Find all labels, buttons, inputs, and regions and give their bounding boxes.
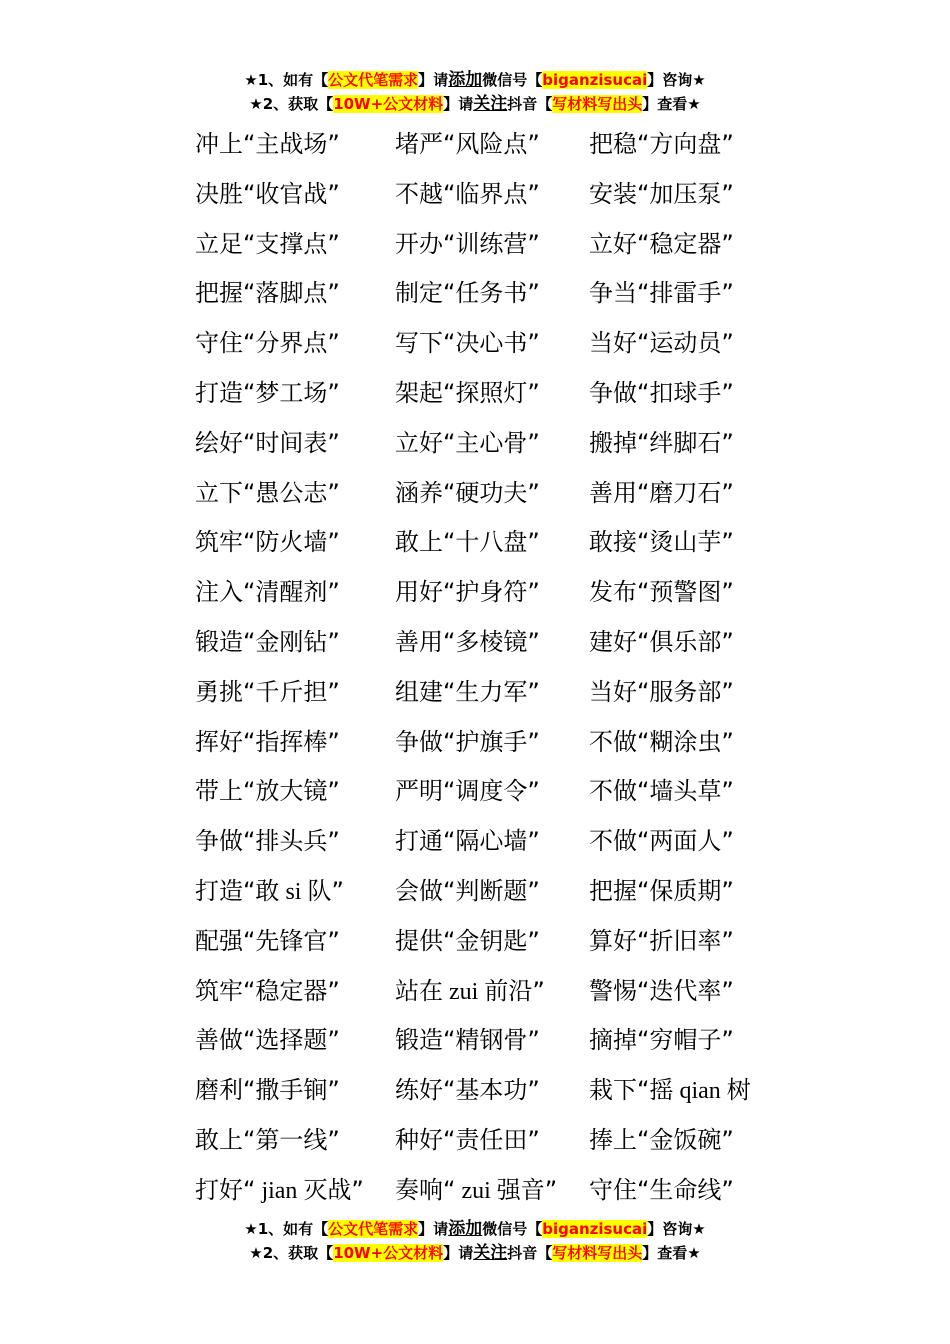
phrase-row xyxy=(195,220,795,270)
douyin-account: 写材料写出头 xyxy=(552,1244,643,1262)
footer-text: 】查看★ xyxy=(642,1244,701,1262)
footer-text: 】咨询★ xyxy=(647,1220,706,1238)
footer-text: 】请 xyxy=(443,1244,474,1262)
phrase-cell: 打造“敢 si 队” xyxy=(195,876,344,905)
wechat-id: biganzisucai xyxy=(542,1220,648,1238)
phrase-cell: 不做“糊涂虫” xyxy=(589,727,734,756)
highlight-text: 10W+公文材料 xyxy=(333,1244,444,1262)
footer-text: ★2、获取【 xyxy=(249,1244,334,1262)
phrase-row xyxy=(195,568,795,618)
phrase-cell: 建好“俱乐部” xyxy=(589,627,734,656)
phrase-cell: 善用“磨刀石” xyxy=(589,478,734,507)
phrase-cell: 把握“保质期” xyxy=(589,876,734,905)
wechat-id: biganzisucai xyxy=(542,71,648,89)
phrase-row xyxy=(195,867,795,917)
phrase-cell: 善做“选择题” xyxy=(195,1026,340,1055)
pinyin-fragment: jian xyxy=(255,1177,304,1204)
underlined-text: 添加 xyxy=(448,70,483,90)
phrase-row xyxy=(195,967,795,1017)
phrase-cell: 打好“ jian 灭战” xyxy=(195,1175,364,1204)
phrase-cell: 争做“扣球手” xyxy=(589,378,734,407)
phrase-cell: 筑牢“防火墙” xyxy=(195,528,340,557)
phrase-cell: 捧上“金饭碗” xyxy=(589,1125,734,1154)
footer-text: 】请 xyxy=(418,1220,449,1238)
phrase-cell: 敢接“烫山芋” xyxy=(589,528,734,557)
underlined-text: 关注 xyxy=(473,1243,508,1263)
phrase-cell: 配强“先锋官” xyxy=(195,926,340,955)
phrase-row xyxy=(195,319,795,369)
phrase-cell: 带上“放大镜” xyxy=(195,777,340,806)
phrase-row xyxy=(195,817,795,867)
header-text: 】请 xyxy=(418,71,449,89)
phrase-cell: 争当“排雷手” xyxy=(589,279,734,308)
phrase-cell: 挥好“指挥棒” xyxy=(195,727,340,756)
phrase-cell: 写下“决心书” xyxy=(395,329,540,358)
highlight-text: 10W+公文材料 xyxy=(333,95,444,113)
pinyin-fragment: zui xyxy=(455,1177,497,1204)
phrase-cell: 敢上“十八盘” xyxy=(395,528,540,557)
header-text: ★2、获取【 xyxy=(249,95,334,113)
phrase-cell: 搬掉“绊脚石” xyxy=(589,428,734,457)
footer-banner xyxy=(0,1217,950,1265)
header-text: 微信号【 xyxy=(482,71,543,89)
phrase-row xyxy=(195,518,795,568)
phrase-cell: 勇挑“千斤担” xyxy=(195,677,340,706)
phrase-cell: 立下“愚公志” xyxy=(195,478,340,507)
phrase-cell: 涵养“硬功夫” xyxy=(395,478,540,507)
phrase-row xyxy=(195,618,795,668)
underlined-text: 添加 xyxy=(448,1219,483,1239)
footer-text: 微信号【 xyxy=(482,1220,543,1238)
header-text: 】查看★ xyxy=(642,95,701,113)
footer-text: 抖音【 xyxy=(507,1244,553,1262)
header-text: 】请 xyxy=(443,95,474,113)
phrase-cell: 守住“分界点” xyxy=(195,329,340,358)
douyin-account: 写材料写出头 xyxy=(552,95,643,113)
phrase-cell: 敢上“第一线” xyxy=(195,1125,340,1154)
pinyin-fragment: zui xyxy=(443,978,485,1005)
phrase-cell: 打造“梦工场” xyxy=(195,378,340,407)
highlight-text: 公文代笔需求 xyxy=(328,71,419,89)
phrase-cell: 善用“多棱镜” xyxy=(395,627,540,656)
phrase-cell: 争做“排头兵” xyxy=(195,827,340,856)
phrase-cell: 种好“责任田” xyxy=(395,1125,540,1154)
phrase-cell: 争做“护旗手” xyxy=(395,727,540,756)
phrase-row xyxy=(195,1016,795,1066)
phrase-cell: 打通“隔心墙” xyxy=(395,827,540,856)
phrase-cell: 会做“判断题” xyxy=(395,876,540,905)
phrase-cell: 锻造“精钢骨” xyxy=(395,1026,540,1055)
phrase-cell: 守住“生命线” xyxy=(589,1175,734,1204)
phrase-row xyxy=(195,269,795,319)
phrase-cell: 冲上“主战场” xyxy=(195,130,340,158)
phrase-cell: 注入“清醒剂” xyxy=(195,578,340,607)
header-text: 】咨询★ xyxy=(647,71,706,89)
phrase-cell: 不做“两面人” xyxy=(589,827,734,856)
phrase-cell: 安装“加压泵” xyxy=(589,179,734,208)
underlined-text: 关注 xyxy=(473,94,508,114)
phrase-cell: 当好“运动员” xyxy=(589,329,734,358)
header-banner xyxy=(0,68,950,116)
phrase-cell: 用好“护身符” xyxy=(395,578,540,607)
phrase-row xyxy=(195,419,795,469)
phrase-cell: 警惕“迭代率” xyxy=(589,976,734,1005)
phrase-cell: 站在 zui 前沿” xyxy=(395,976,545,1005)
phrase-cell: 严明“调度令” xyxy=(395,777,540,806)
phrase-cell: 决胜“收官战” xyxy=(195,179,340,208)
footer-line-1 xyxy=(0,1217,950,1241)
pinyin-fragment: qian xyxy=(673,1078,727,1105)
highlight-text: 公文代笔需求 xyxy=(328,1220,419,1238)
header-text: 抖音【 xyxy=(507,95,553,113)
phrase-cell: 栽下“摇 qian 树 xyxy=(589,1076,751,1105)
phrase-cell: 组建“生力军” xyxy=(395,677,540,706)
phrase-cell: 开办“训练营” xyxy=(395,229,540,258)
header-line-2 xyxy=(0,92,950,116)
phrase-row xyxy=(195,120,795,170)
phrase-row xyxy=(195,1166,795,1216)
phrase-cell: 不越“临界点” xyxy=(395,179,540,208)
phrase-row xyxy=(195,718,795,768)
phrase-row xyxy=(195,1116,795,1166)
phrase-cell: 当好“服务部” xyxy=(589,677,734,706)
pinyin-fragment: si xyxy=(279,878,308,905)
phrase-cell: 发布“预警图” xyxy=(589,578,734,607)
phrase-cell: 把稳“方向盘” xyxy=(589,130,734,158)
phrase-row xyxy=(195,1066,795,1116)
phrase-cell: 把握“落脚点” xyxy=(195,279,340,308)
footer-text: ★1、如有【 xyxy=(244,1220,329,1238)
footer-line-2 xyxy=(0,1241,950,1265)
header-text: ★1、如有【 xyxy=(244,71,329,89)
phrase-cell: 磨利“撒手锏” xyxy=(195,1076,340,1105)
phrase-row xyxy=(195,469,795,519)
phrase-cell: 筑牢“稳定器” xyxy=(195,976,340,1005)
phrase-cell: 立好“主心骨” xyxy=(395,428,540,457)
phrase-cell: 堵严“风险点” xyxy=(395,130,540,158)
phrase-grid xyxy=(195,120,795,1216)
phrase-cell: 架起“探照灯” xyxy=(395,378,540,407)
phrase-cell: 算好“折旧率” xyxy=(589,926,734,955)
phrase-cell: 锻造“金刚钻” xyxy=(195,627,340,656)
phrase-cell: 不做“墙头草” xyxy=(589,777,734,806)
phrase-cell: 练好“基本功” xyxy=(395,1076,540,1105)
phrase-row xyxy=(195,767,795,817)
phrase-row xyxy=(195,170,795,220)
phrase-cell: 提供“金钥匙” xyxy=(395,926,540,955)
phrase-row xyxy=(195,369,795,419)
phrase-row xyxy=(195,668,795,718)
phrase-cell: 立足“支撑点” xyxy=(195,229,340,258)
phrase-cell: 立好“稳定器” xyxy=(589,229,734,258)
phrase-cell: 绘好“时间表” xyxy=(195,428,340,457)
phrase-row xyxy=(195,917,795,967)
header-line-1 xyxy=(0,68,950,92)
phrase-cell: 奏响“ zui 强音” xyxy=(395,1175,558,1204)
phrase-cell: 摘掉“穷帽子” xyxy=(589,1026,734,1055)
phrase-cell: 制定“任务书” xyxy=(395,279,540,308)
